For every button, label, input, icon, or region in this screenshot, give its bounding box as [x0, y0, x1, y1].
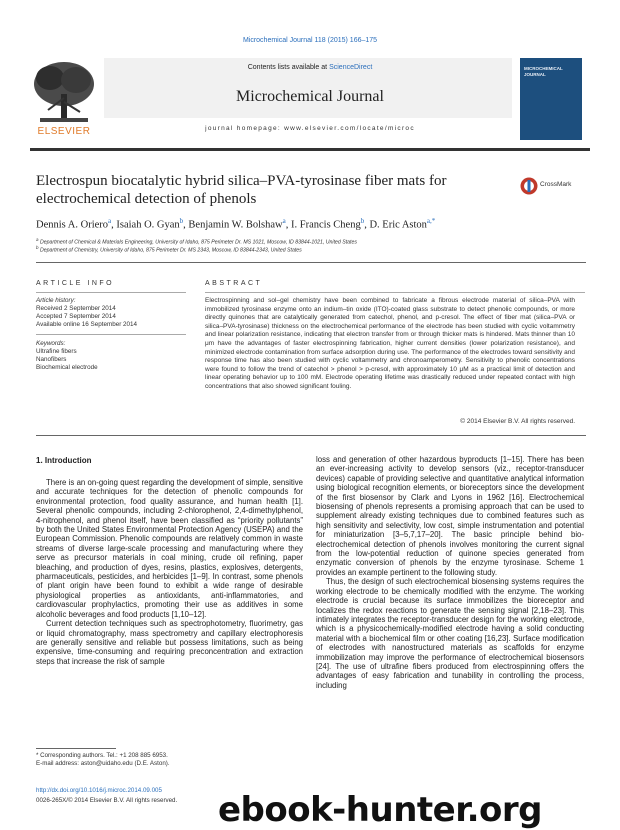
history-item: Available online 16 September 2014: [36, 321, 138, 328]
journal-homepage[interactable]: journal homepage: www.elsevier.com/locate/microc: [205, 125, 415, 132]
header-rule: [30, 148, 590, 151]
affiliation: $^b$ Department of Chemistry, University of Idaho, 875 Perimeter Dr. MS 2343, Moscow, ID 83844-2343, United States: [36, 245, 302, 254]
cover-title: MICROCHEMICAL JOURNAL: [524, 66, 563, 77]
section-heading: 1. Introduction: [36, 456, 92, 465]
article-history: [36, 297, 186, 329]
watermark-text: ebook-hunter.org: [217, 790, 543, 830]
section-rule: [36, 262, 586, 263]
body-paragraph: There is an on-going quest regarding the development of simple, sensitive and accurate techniques for the detection of phenolic compounds for environmental protection, food quality assurance, and human health [1]. Several phenolic compounds, including 2-chlorophenol, 2,4-dimethylphenol, 4-nitrophenol, and phenol itself, have been classified as “priority pollutants” by both the United States Environmental Protection Agency (USEPA) and the European Commission. Phenolic compounds are relatively common in waste streams of diverse large-scale processing and manufacturing where they serve as precursor materials in coal mining, crude oil refining, paper bleaching, and production of dyes, resins, plastics, explosives, detergents, pharmaceuticals, pesticides, and herbicides [1–9]. In contrast, some phenols of plant origin have been found to exhibit a wide range of desirable physiological properties as antioxidants, anti-inflammatories, and cardiovascular prophylactics, promoting their use as additives in some alcoholic beverages and food products [1,10–12].: [36, 478, 303, 619]
keyword: Biochemical electrode: [36, 364, 98, 371]
sciencedirect-link[interactable]: ScienceDirect: [329, 64, 373, 71]
abstract-text: Electrospinning and sol–gel chemistry have been combined to fabricate a fibrous electrode material of silica–PVA with immobilized tyrosinase enzyme onto an indium–tin oxide (ITO)-coated glass substrate to detect phenolic compounds, or more directly quinones that are catalytically generated from catechol, phenol, and p-cresol. The effect of fiber mat (silica–PVA or silica–PVA-tyrosinase) thickness on the electrochemical performance of the electrode has been studied with cyclic voltammetry and linear polarization resistance, indicating that electron transfer from or through thicker mats is hindered. Mats thinner than 10 μm have the advantages of faster electrospinning fabrication, higher current densities (lower polarization resistance), and minimized electrode contamination from surface adsorption during use. The performance of the electrodes toward sensitivity and response time has also been studied with cyclic voltammetry and chronoamperometry. Sensitivity to phenolic concentrations were found to follow the trend of catechol > phenol > p-cresol, with approximately 10 μM as a practical limit of detection and linear operating behavior up to 100 mM. Electrode operating lifetime was drastically reduced under repeated contact with high concentrations that also showed significant fouling.: [205, 297, 575, 390]
article-title: Electrospun biocatalytic hybrid silica–PVA-tyrosinase fiber mats for electrochemical detection of phenols: [36, 173, 447, 207]
copyright-notice: © 2014 Elsevier B.V. All rights reserved.: [460, 418, 575, 425]
abstract-rule: [205, 292, 585, 293]
keyword: Nanofibers: [36, 356, 67, 363]
right-column: [316, 455, 584, 690]
crossmark-icon: [520, 177, 538, 195]
corresponding-author: * Corresponding authors. Tel.: +1 208 885 6953.: [36, 752, 168, 759]
history-label: Article history:: [36, 297, 76, 304]
history-item: Received 2 September 2014: [36, 305, 116, 312]
author-name[interactable]: Benjamin W. Bolshaw: [188, 219, 283, 231]
footnote-rule: [36, 748, 116, 749]
affiliation: $^a$ Department of Chemical & Materials Engineering, University of Idaho, 875 Perimeter Dr. MS 1021, Moscow, ID 83844-1021, United States: [36, 237, 357, 246]
info-rule: [36, 334, 186, 335]
journal-cover: [520, 58, 582, 140]
info-rule: [36, 292, 186, 293]
journal-reference[interactable]: Microchemical Journal 118 (2015) 166–175: [242, 37, 378, 44]
abstract-heading: ABSTRACT: [205, 280, 263, 287]
keyword: Ultrafine fibers: [36, 348, 77, 355]
keywords-label: Keywords:: [36, 340, 66, 347]
body-rule: [36, 435, 586, 436]
contents-line: Contents lists available at ScienceDirect: [247, 64, 373, 71]
issn-line: 0026-265X/© 2014 Elsevier B.V. All rights reserved.: [36, 797, 178, 804]
crossmark-label: CrossMark: [540, 181, 572, 188]
body-paragraph: loss and generation of other hazardous byproducts [1–15]. There has been an ever-increasing activity to develop sensors (viz., receptor-transducer devices) capable of providing selective and quantitative analytical information using biological recognition elements, or bioreceptors since the development of the first biosensor by Clark and Lyons in 1962 [16]. Electrochemical biosensing of phenols represents a promising approach that can be used to supplement already existing techniques due to combined features such as high sensitivity and selectivity, low cost, simple instrumentation and potential for miniaturization [3–5,7,17–20]. The basic principle behind bio-electrochemical detection of phenols involves monitoring the current signal from the low-potential reduction of quinone species generated from enzymatic conversion of phenols by the enzyme tyrosinase. Scheme 1 provides an example pertinent to the following study.: [316, 455, 584, 577]
author-list: Dennis A. Oriero$^a$, Isaiah O. Gyan$^b$, Benjamin W. Bolshaw$^a$, I. Francis Cheng$^b$, D. Eric Aston$^{a,*}$: [36, 217, 436, 231]
history-item: Accepted 7 September 2014: [36, 313, 116, 320]
doi-link[interactable]: http://dx.doi.org/10.1016/j.microc.2014.09.005: [36, 787, 162, 794]
keywords: [36, 340, 186, 372]
author-name[interactable]: Dennis A. Oriero: [36, 219, 109, 231]
body-paragraph: Current detection techniques such as spectrophotometry, fluorimetry, gas or liquid chromatography, mass spectrometry and capillary electrophoresis are generally sensitive and reliable but possess limitations, such as being expensive, time-consuming and requiring preconcentration and extraction steps that increase the risk of sample: [36, 619, 303, 666]
article-info-heading: ARTICLE INFO: [36, 280, 115, 287]
journal-title: Microchemical Journal: [236, 88, 384, 105]
footnote: [36, 752, 303, 768]
email-address[interactable]: E-mail address: aston@uidaho.edu (D.E. Aston).: [36, 760, 170, 767]
body-paragraph: Thus, the design of such electrochemical biosensing systems requires the working electrode to be chemically modified with the enzyme. The working electrode is crucial because its surface immobilizes the bioreceptor and localizes the redox reactions to generate the sensing signal [2,18–23]. This intimately integrates the receptor-transducer design for the working electrode, which is a physicochemically-modified electrode having a solid conducting material with a biochemical film or other coating [16,23]. Surface modification of electrodes with nanostructured materials as scaffolds for enzyme immobilization may improve the performance of electrochemical biosensors [24]. The use of ultrafine fibers produced from electrospinning offers the advantages of easy fabrication and tunability in controlling the process, including: [316, 577, 584, 690]
author-name[interactable]: I. Francis Cheng: [291, 219, 361, 231]
elsevier-wordmark: ELSEVIER: [37, 126, 91, 137]
author-name[interactable]: Isaiah O. Gyan: [116, 219, 180, 231]
author-name[interactable]: D. Eric Aston: [369, 219, 427, 231]
left-column: [36, 478, 303, 666]
crossmark-badge[interactable]: [520, 177, 580, 197]
